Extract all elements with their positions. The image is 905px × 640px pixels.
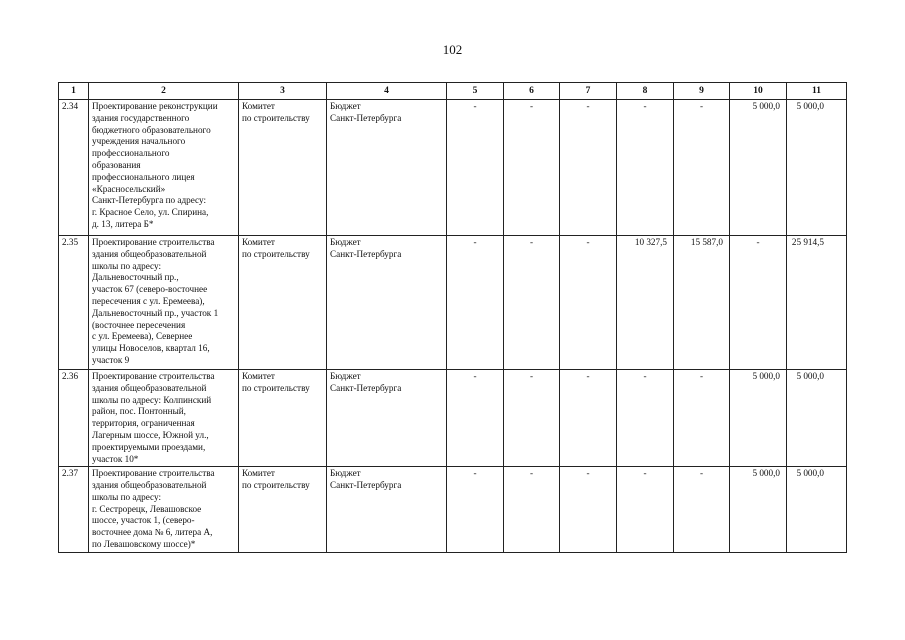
row-funding-source: Бюджет Санкт-Петербурга [327,100,447,236]
cell-col6: - [504,236,560,370]
column-header: 9 [674,83,730,100]
cell-col11: 5 000,0 [787,100,847,236]
cell-col5: - [447,236,504,370]
cell-col9: - [674,100,730,236]
cell-col6: - [504,467,560,552]
row-number: 2.35 [59,236,89,370]
row-funding-source: Бюджет Санкт-Петербурга [327,467,447,552]
budget-table [58,82,847,553]
cell-col10: 5 000,0 [730,370,787,467]
row-description: Проектирование строительства здания общеобразовательной школы по адресу: Колпинский район, пос. Понтонный, территория, ограниченная Лагерным шоссе, Южной ул., проектируемыми проездами, участок 10* [89,370,239,467]
cell-col9: - [674,467,730,552]
row-description: Проектирование строительства здания общеобразовательной школы по адресу: Дальневосточный пр., участок 67 (северо-восточнее пересечения с ул. Еремеева), Дальневосточный пр., участок 1 (восточнее пересечения с ул. Еремеева), Севернее улицы Новоселов, квартал 16, участок 9 [89,236,239,370]
column-header: 7 [560,83,617,100]
row-funding-source: Бюджет Санкт-Петербурга [327,236,447,370]
row-description: Проектирование строительства здания общеобразовательной школы по адресу: г. Сестрорецк, Левашовское шоссе, участок 1, (северо- восточнее дома № 6, литера А, по Левашовскому шоссе)* [89,467,239,552]
cell-col5: - [447,467,504,552]
column-header: 8 [617,83,674,100]
row-number: 2.36 [59,370,89,467]
cell-col8: - [617,100,674,236]
row-funding-source: Бюджет Санкт-Петербурга [327,370,447,467]
column-header: 6 [504,83,560,100]
column-header: 10 [730,83,787,100]
cell-col7: - [560,100,617,236]
column-header: 4 [327,83,447,100]
table-row [59,467,847,552]
cell-col10: - [730,236,787,370]
page-number: 102 [442,42,463,57]
row-organization: Комитет по строительству [239,100,327,236]
cell-col10: 5 000,0 [730,100,787,236]
column-header: 5 [447,83,504,100]
header-row [59,83,847,100]
cell-col7: - [560,467,617,552]
cell-col11: 25 914,5 [787,236,847,370]
cell-col5: - [447,100,504,236]
cell-col7: - [560,236,617,370]
cell-col9: - [674,370,730,467]
cell-col8: 10 327,5 [617,236,674,370]
cell-col8: - [617,467,674,552]
table-row [59,370,847,467]
table-row [59,100,847,236]
column-header: 3 [239,83,327,100]
cell-col9: 15 587,0 [674,236,730,370]
row-number: 2.34 [59,100,89,236]
cell-col11: 5 000,0 [787,370,847,467]
row-organization: Комитет по строительству [239,467,327,552]
cell-col10: 5 000,0 [730,467,787,552]
cell-col6: - [504,100,560,236]
cell-col8: - [617,370,674,467]
cell-col11: 5 000,0 [787,467,847,552]
column-header: 11 [787,83,847,100]
table-row [59,236,847,370]
cell-col5: - [447,370,504,467]
row-organization: Комитет по строительству [239,236,327,370]
cell-col6: - [504,370,560,467]
column-header: 2 [89,83,239,100]
cell-col7: - [560,370,617,467]
row-description: Проектирование реконструкции здания государственного бюджетного образовательного учреждения начального профессионального образования профессионального лицея «Красносельский» Санкт-Петербурга по адресу: г. Красное Село, ул. Спирина, д. 13, литера Б* [89,100,239,236]
row-organization: Комитет по строительству [239,370,327,467]
row-number: 2.37 [59,467,89,552]
column-header: 1 [59,83,89,100]
